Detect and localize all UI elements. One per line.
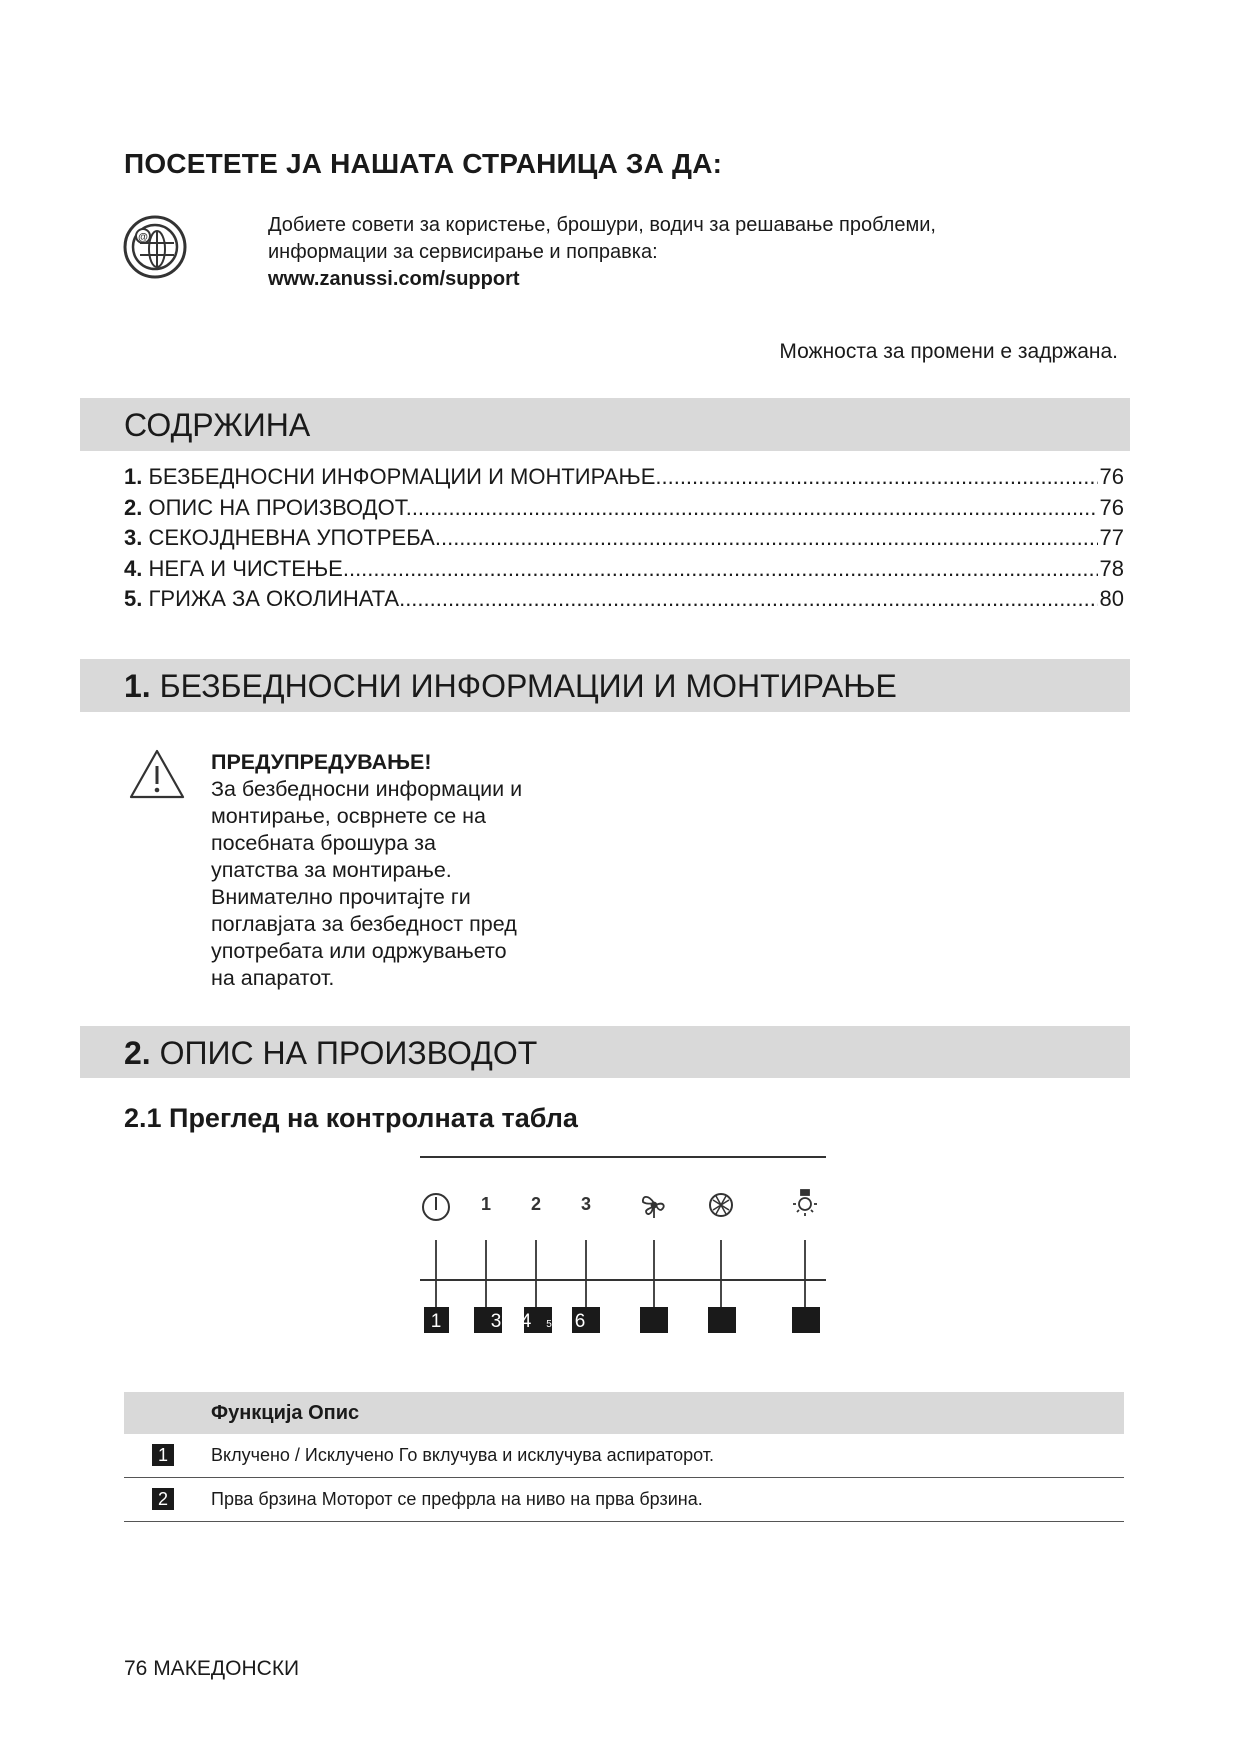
warning-line: на апаратот.: [211, 966, 335, 990]
globe-icon: [122, 214, 188, 280]
function-table: [124, 1392, 1124, 1522]
callout-label: 5: [546, 1319, 552, 1330]
toc-band: [80, 398, 1130, 451]
speed-1-symbol: 1: [480, 1194, 492, 1214]
warning-line: монтирање, осврнете се на: [211, 804, 487, 828]
toc-number: 5.: [124, 586, 143, 611]
changes-note: Можноста за промени е задржана.: [779, 340, 1118, 363]
table-row: [124, 1434, 1124, 1478]
power-icon: [423, 1194, 449, 1220]
warning-line: За безбедносни информации и: [211, 777, 523, 801]
toc-title: СОДРЖИНА: [124, 407, 311, 443]
toc-page: 80: [1099, 586, 1124, 611]
warning-block: [211, 749, 591, 992]
callout-label: 6: [574, 1311, 586, 1332]
toc-label: СЕКОЈДНЕВНА УПОТРЕБА: [148, 525, 435, 550]
toc-number: 1.: [124, 464, 143, 489]
toc-entry[interactable]: [124, 554, 1124, 585]
section-2-heading: ОПИС НА ПРОИЗВОДОТ: [159, 1035, 538, 1071]
warning-line: поглавјата за безбедност пред: [211, 912, 517, 936]
filter-icon: [710, 1194, 732, 1216]
toc-page: 76: [1099, 494, 1124, 520]
function-table-header: [124, 1392, 1124, 1434]
toc-number: 4.: [124, 555, 143, 581]
row-description: Вклучено / Исклучено Го вклучува и исклучува аспираторот.: [211, 1445, 715, 1465]
section-1-number: 1.: [124, 668, 151, 704]
control-panel-diagram: [412, 1150, 832, 1340]
callout-box: [640, 1307, 668, 1333]
section-1-heading: БЕЗБЕДНОСНИ ИНФОРМАЦИИ И МОНТИРАЊЕ: [159, 668, 897, 704]
toc-entry[interactable]: [124, 462, 1124, 493]
warning-line: упатства за монтирање.: [211, 858, 452, 882]
toc-entry[interactable]: [124, 584, 1124, 615]
toc-page: 77: [1099, 525, 1124, 550]
toc-label: БЕЗБЕДНОСНИ ИНФОРМАЦИИ И МОНТИРАЊЕ: [148, 464, 656, 489]
toc-page: 76: [1099, 464, 1124, 489]
callout-label: 1: [430, 1311, 442, 1332]
warning-title: ПРЕДУПРЕДУВАЊЕ!: [211, 750, 432, 774]
callout-label: 4: [520, 1311, 532, 1332]
section-2-number: 2.: [124, 1035, 151, 1071]
warning-line: посебната брошура за: [211, 831, 436, 855]
fan-icon: [643, 1197, 664, 1218]
function-table-header-text: Функција Опис: [211, 1402, 360, 1424]
row-number-badge: 2: [152, 1488, 174, 1510]
callout-label: 3: [490, 1311, 502, 1332]
speed-3-symbol: 3: [580, 1194, 592, 1214]
visit-line-2: информации за сервисирање и поправка:: [268, 241, 658, 263]
speed-2-symbol: 2: [530, 1194, 542, 1214]
section-1-title: [124, 668, 897, 705]
callout-box: [708, 1307, 736, 1333]
row-number-badge: 1: [152, 1444, 174, 1466]
subsection-title: 2.1 Преглед на контролната табла: [124, 1103, 578, 1133]
warning-line: Внимателно прочитајте ги: [211, 885, 471, 909]
toc-number: 3.: [124, 525, 143, 550]
toc-page: 78: [1099, 555, 1124, 581]
toc-number: 2.: [124, 494, 143, 520]
light-icon: [793, 1190, 817, 1216]
visit-text: [268, 212, 936, 293]
toc-entry[interactable]: [124, 493, 1124, 524]
section-2-band: [80, 1026, 1130, 1078]
toc-label: ОПИС НА ПРОИЗВОДОТ: [148, 494, 406, 520]
warning-line: употребата или одржувањето: [211, 939, 507, 963]
section-1-band: [80, 659, 1130, 712]
row-description: Прва брзина Моторот се префрла на ниво на прва брзина.: [211, 1489, 703, 1509]
table-of-contents: [124, 462, 1124, 615]
svg-text:@: @: [138, 232, 148, 243]
table-row: [124, 1478, 1124, 1522]
visit-line-1: Добиете совети за користење, брошури, водич за решавање проблеми,: [268, 214, 936, 236]
toc-label: ГРИЖА ЗА ОКОЛИНАТА: [148, 586, 400, 611]
callout-box: [792, 1307, 820, 1333]
toc-label: НЕГА И ЧИСТЕЊЕ: [148, 555, 343, 581]
support-link[interactable]: www.zanussi.com/support: [268, 268, 520, 290]
section-2-title: [124, 1035, 537, 1072]
toc-entry[interactable]: [124, 523, 1124, 554]
warning-icon: [128, 748, 186, 800]
visit-title: ПОСЕТЕТЕ ЈА НАШАТА СТРАНИЦА ЗА ДА:: [124, 148, 723, 179]
page-footer: 76 МАКЕДОНСКИ: [124, 1657, 300, 1680]
